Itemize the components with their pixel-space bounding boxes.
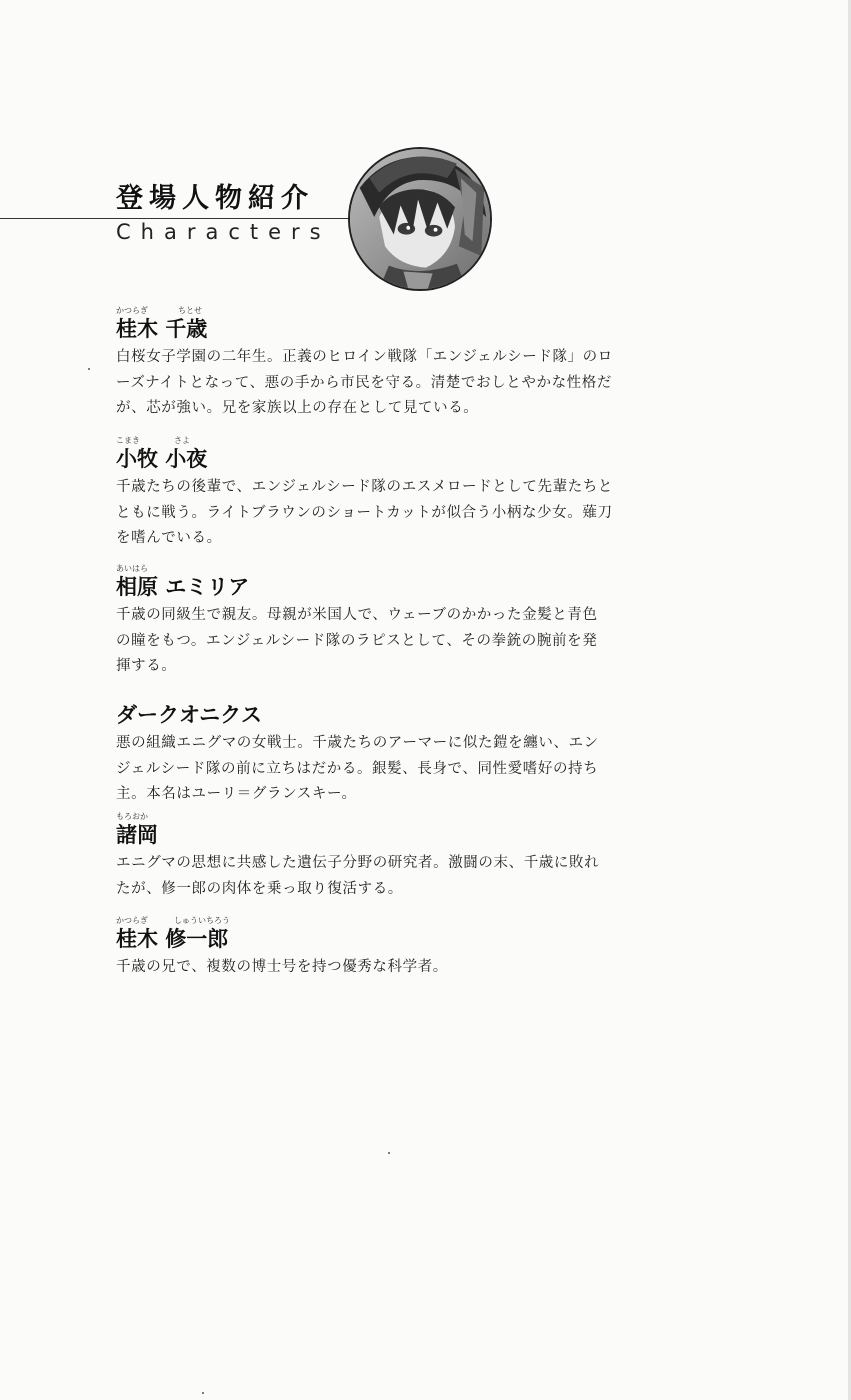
- surname-reading: かつらぎ: [116, 916, 148, 925]
- page-subtitle: Characters: [116, 220, 331, 244]
- name-reading: [116, 812, 656, 822]
- surname-reading: かつらぎ: [116, 306, 148, 315]
- character-description: [116, 955, 656, 981]
- character-entry-dark-onyx: [116, 692, 656, 808]
- description-line: 千歳の同級生で親友。母親が米国人で、ウェーブのかかった金髪と青色: [116, 607, 598, 623]
- description-line: 悪の組織エニグマの女戦士。千歳たちのアーマーに似た鎧を纏い、エン: [116, 735, 599, 751]
- character-entry-emilia: [116, 564, 656, 680]
- name-reading: [116, 564, 656, 574]
- given-name-reading: しゅういちろう: [174, 916, 230, 925]
- character-entry-sayo: [116, 436, 656, 552]
- scan-speck: [88, 368, 90, 370]
- description-line: 主。本名はユーリ＝グランスキー。: [116, 786, 357, 802]
- surname-reading: もろおか: [116, 812, 148, 821]
- surname-reading: あいはら: [116, 564, 148, 573]
- character-portrait-image: [348, 147, 492, 291]
- description-line: 千歳たちの後輩で、エンジェルシード隊のエスメロードとして先輩たちと: [116, 479, 613, 495]
- description-line: 白桜女子学園の二年生。正義のヒロイン戦隊「エンジェルシード隊」のロ: [116, 349, 613, 365]
- character-entry-chitose: [116, 306, 656, 422]
- character-description: [116, 345, 656, 422]
- description-line: 千歳の兄で、複数の博士号を持つ優秀な科学者。: [116, 959, 448, 975]
- character-description: [116, 603, 656, 680]
- description-line: を嗜んでいる。: [116, 530, 222, 546]
- name-reading: [116, 692, 656, 702]
- description-line: ーズナイトとなって、悪の手から市民を守る。清楚でおしとやかな性格だ: [116, 374, 612, 391]
- portrait-illustration: [350, 149, 490, 289]
- description-line: 揮する。: [116, 658, 177, 674]
- header-rule: [0, 218, 352, 219]
- given-name-reading: さよ: [174, 436, 190, 445]
- given-name-reading: ちとせ: [178, 306, 202, 315]
- character-name: ダークオニクス: [116, 702, 262, 727]
- surname-reading: こまき: [116, 436, 140, 445]
- description-line: が、芯が強い。兄を家族以上の存在として見ている。: [116, 400, 479, 416]
- scan-speck: [202, 1392, 204, 1394]
- character-description: [116, 731, 656, 808]
- character-entry-morooka: [116, 812, 656, 902]
- description-line: たが、修一郎の肉体を乗っ取り復活する。: [116, 880, 403, 897]
- description-line: の瞳をもつ。エンジェルシード隊のラピスとして、その拳銃の腕前を発: [116, 632, 598, 649]
- page-title: 登場人物紹介: [116, 183, 314, 214]
- character-name: 桂木 千歳: [116, 316, 208, 341]
- description-line: ともに戦う。ライトブラウンのショートカットが似合う小柄な少女。薙刀: [116, 504, 613, 521]
- description-line: ジェルシード隊の前に立ちはだかる。銀髪、長身で、同性愛嗜好の持ち: [116, 760, 599, 777]
- scan-speck: [388, 1152, 390, 1154]
- character-entry-shuichiro: [116, 916, 656, 981]
- character-description: [116, 851, 656, 902]
- character-name: 小牧 小夜: [116, 446, 208, 471]
- character-name: 諸岡: [116, 822, 158, 847]
- description-line: エニグマの思想に共感した遺伝子分野の研究者。激闘の末、千歳に敗れ: [116, 855, 600, 871]
- character-description: [116, 475, 656, 552]
- name-reading: [116, 306, 656, 316]
- name-reading: [116, 916, 656, 926]
- character-name: 相原 エミリア: [116, 574, 250, 599]
- character-name: 桂木 修一郎: [116, 926, 229, 951]
- name-reading: [116, 436, 656, 446]
